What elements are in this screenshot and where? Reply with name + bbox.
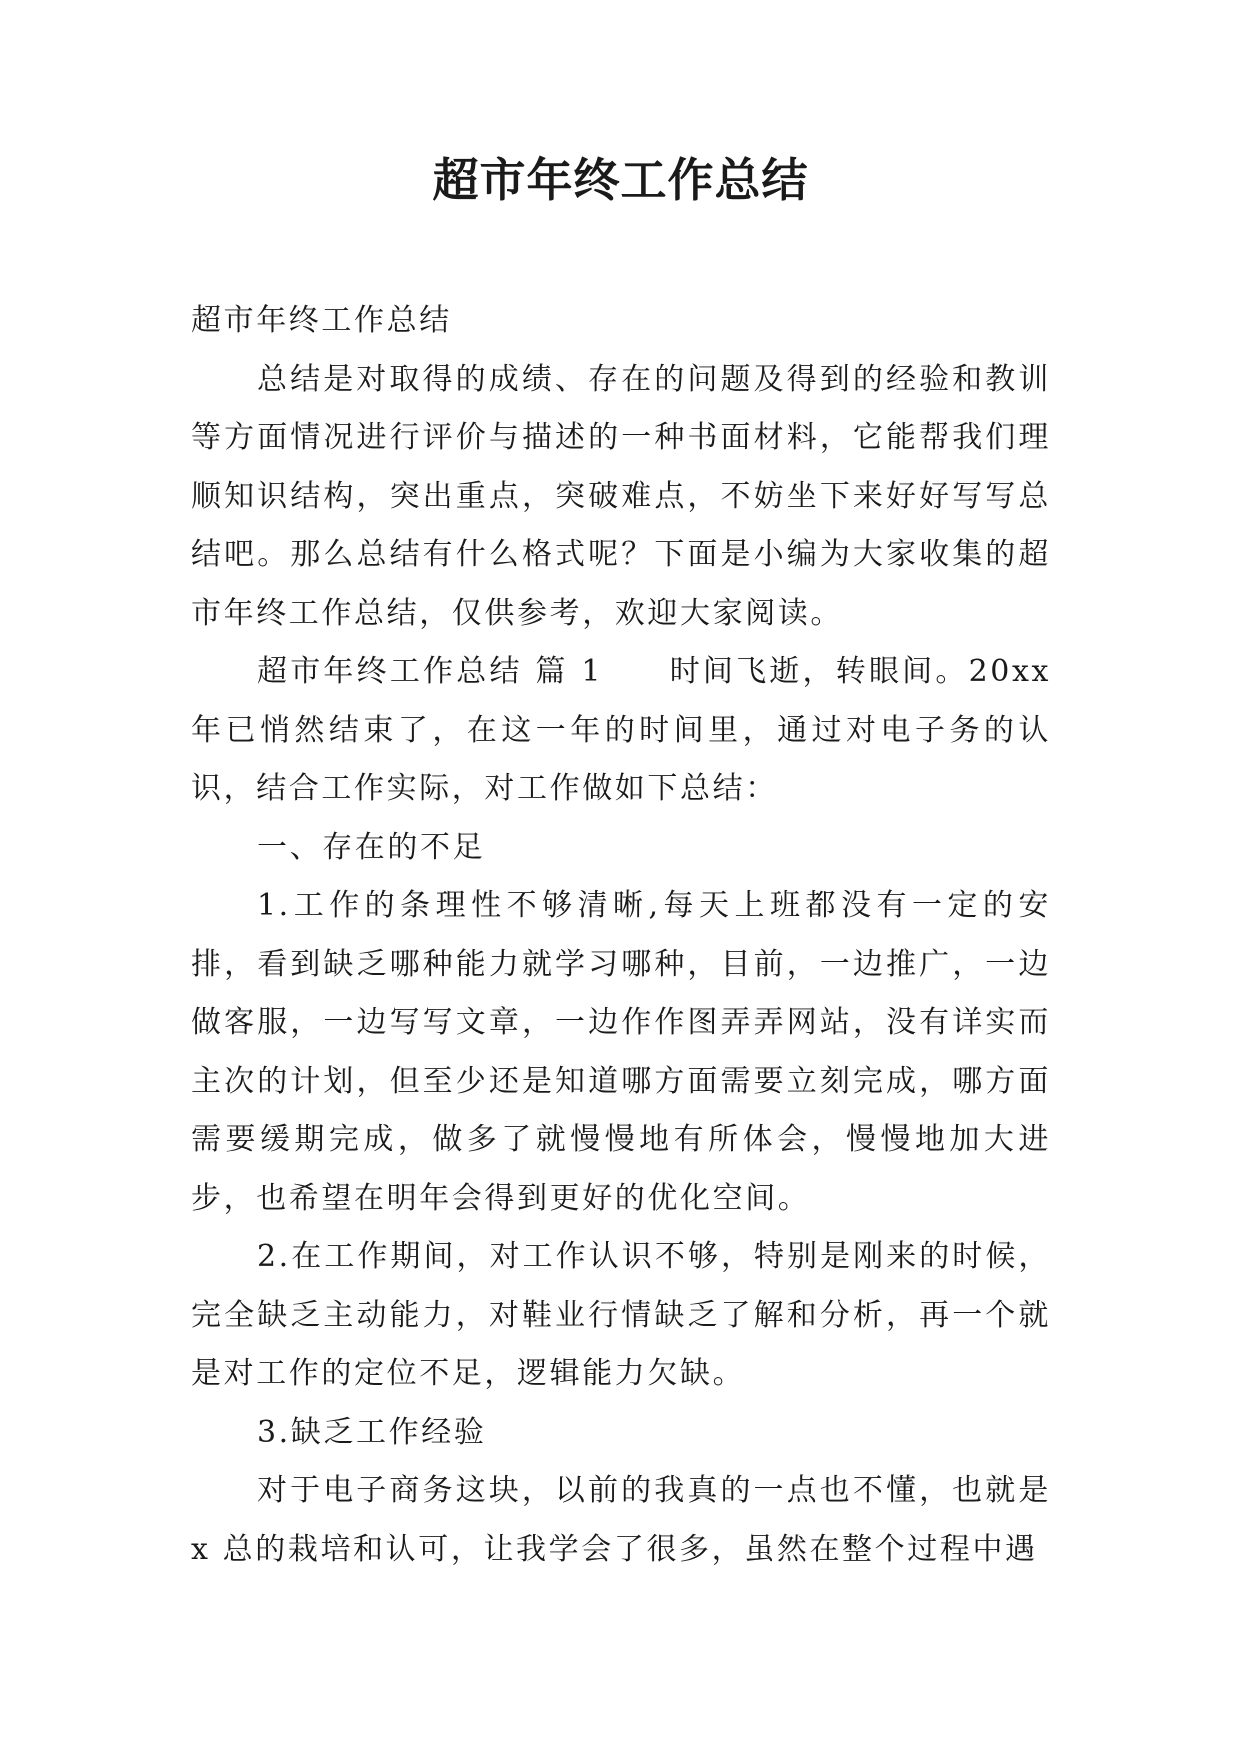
paragraph-item-1: 1.工作的条理性不够清晰,每天上班都没有一定的安排，看到缺乏哪种能力就学习哪种，目前，一边推广，一边做客服，一边写写文章，一边作作图弄弄网站，没有详实而主次的计划，但至少还是知道哪方面需要立刻完成，哪方面需要缓期完成，做多了就慢慢地有所体会，慢慢地加大进步，也希望在明年会得到更好的优化空间。 [191, 888, 1051, 1216]
paragraph-heading-shortcomings: 一、存在的不足 [257, 829, 486, 865]
paragraph-item-2: 2.在工作期间，对工作认识不够，特别是刚来的时候，完全缺乏主动能力，对鞋业行情缺乏了解和分析，再一个就是对工作的定位不足，逻辑能力欠缺。 [191, 1239, 1051, 1391]
document-body [191, 292, 1051, 1579]
paragraph-ecommerce: 对于电子商务这块，以前的我真的一点也不懂，也就是 x 总的栽培和认可，让我学会了很多，虽然在整个过程中遇 [191, 1473, 1051, 1567]
paragraph-subtitle: 超市年终工作总结 [191, 303, 452, 338]
paragraph-intro: 总结是对取得的成绩、存在的问题及得到的经验和教训等方面情况进行评价与描述的一种书面材料，它能帮我们理顺知识结构，突出重点，突破难点，不妨坐下来好好写写总结吧。那么总结有什么格式呢？下面是小编为大家收集的超市年终工作总结，仅供参考，欢迎大家阅读。 [191, 361, 1051, 631]
paragraph-section-1 [191, 643, 1051, 819]
document-title: 超市年终工作总结 [432, 153, 809, 207]
paragraph-item-3: 3.缺乏工作经验 [257, 1414, 487, 1450]
section-text: 时间飞逝，转眼间。20xx 年已悄然结束了，在这一年的时间里，通过对电子务的认识，结合工作实际，对工作做如下总结： [191, 654, 1052, 806]
section-heading: 超市年终工作总结 篇 1 [257, 654, 604, 689]
